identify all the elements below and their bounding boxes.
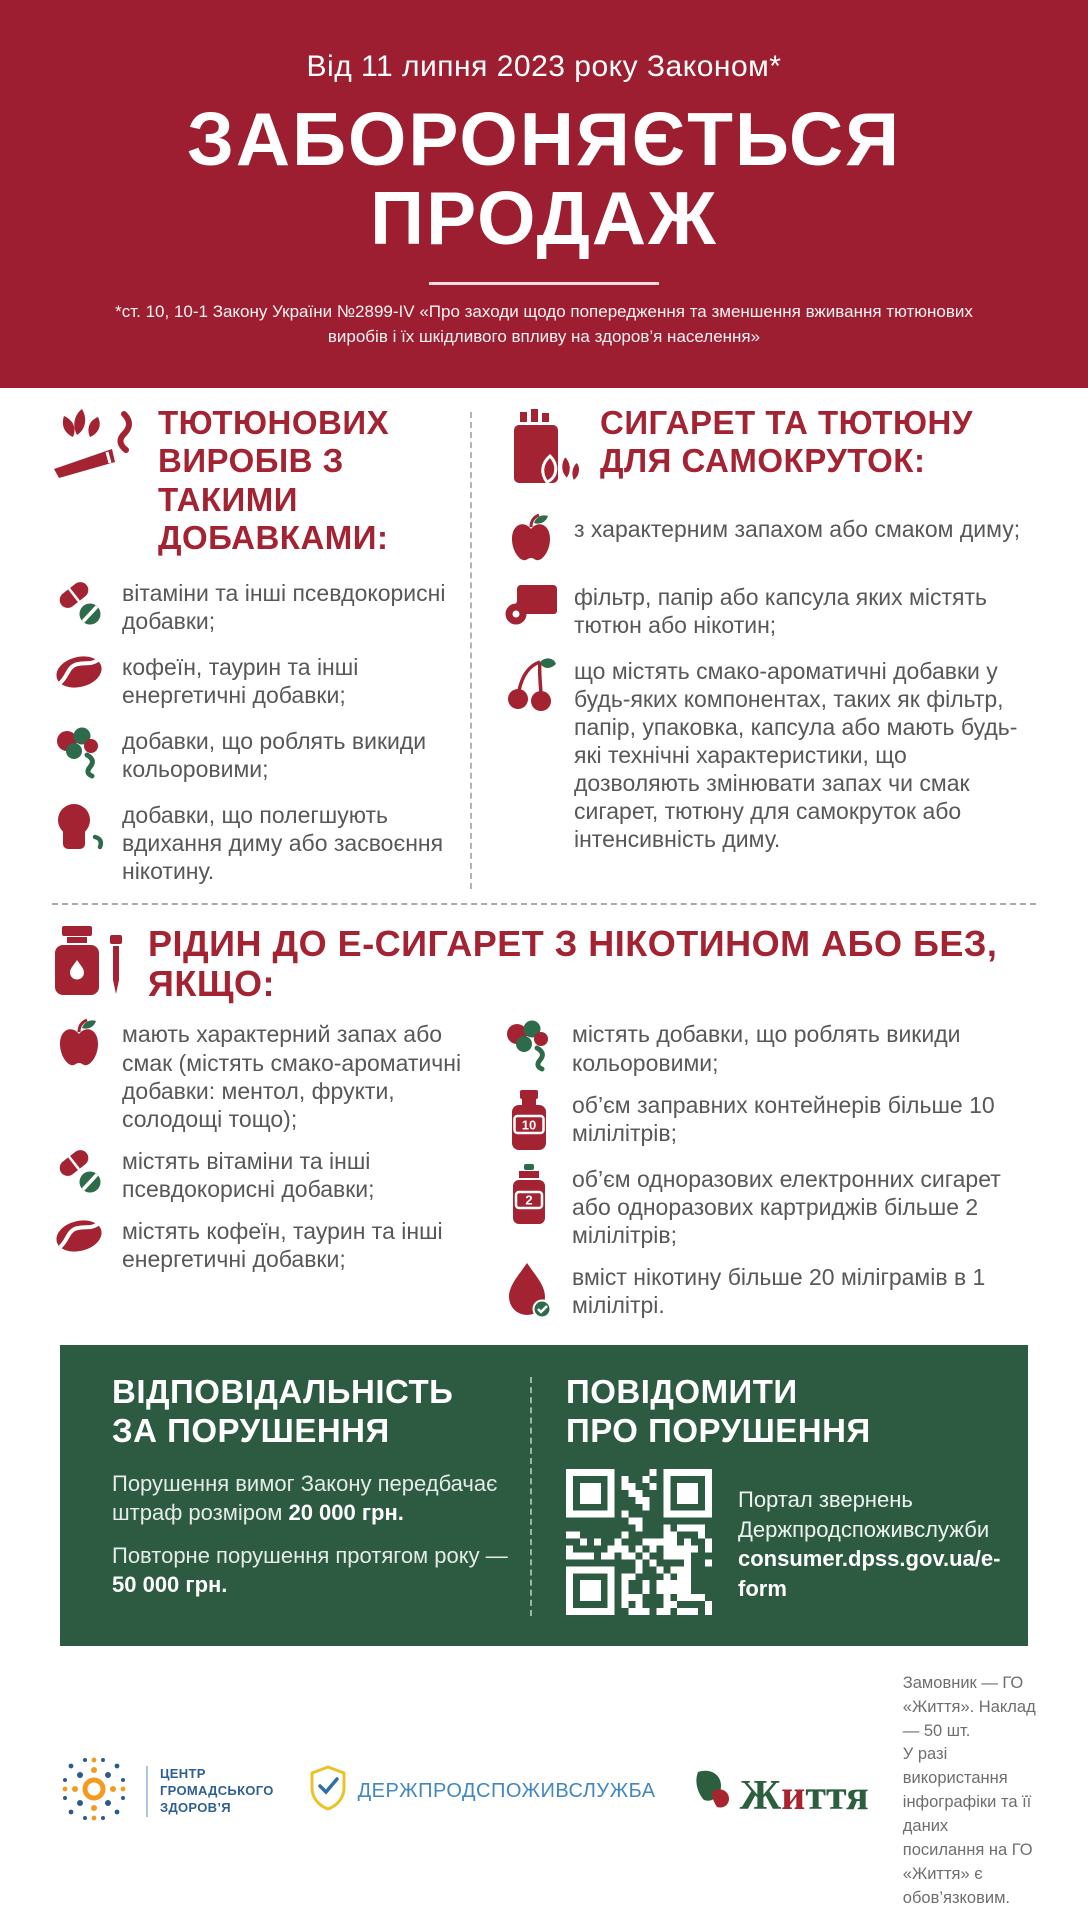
credit-line1: Замовник — ГО «Життя». Наклад — 50 шт. [902, 1673, 1036, 1740]
tobacco-column [52, 404, 460, 901]
list-item [52, 1215, 492, 1273]
credit-line2: У разі використання інфографіки та її даних [902, 1745, 1032, 1836]
item-text: добавки, що полегшують вдихання диму або засвоєння нікотину. [122, 802, 444, 885]
shield-check-icon [308, 1765, 348, 1817]
item-text: об’єм одноразових електронних сигарет або одноразових картриджів більше 2 мілілітрів; [572, 1165, 1001, 1248]
item-text: містять добавки, що роблять викиди кольоровими; [572, 1021, 961, 1076]
penalty-panel [112, 1373, 512, 1620]
eliquids-section [0, 923, 1088, 1330]
head-smoke-icon [52, 799, 106, 855]
cigarette-pack-icon [504, 406, 586, 493]
penalty-paragraph-2: Повторне порушення протягом року — 50 000 грн. [112, 1542, 508, 1597]
phc-sun-icon [52, 1747, 136, 1836]
hero-divider [429, 282, 659, 285]
phc-label: ЦЕНТР ГРОМАДСЬКОГО ЗДОРОВ’Я [146, 1766, 274, 1817]
portal-line1: Портал звернень [738, 1486, 913, 1512]
item-text: мають характерний запах або смак (містять смако-ароматичні добавки: ментол, фрукти, солодощі тощо); [122, 1021, 462, 1132]
item-text: об’єм заправних контейнерів більше 10 мілілітрів; [572, 1091, 995, 1146]
eliquid-bottle-icon [52, 923, 130, 1004]
credit-line3: посилання на ГО «Життя» є обов’язковим. [902, 1841, 1033, 1907]
nicotine-drop-icon [502, 1261, 556, 1319]
list-item [52, 651, 460, 709]
refill-bottle-icon [502, 1089, 556, 1151]
apple-icon [504, 513, 558, 565]
colored-smoke-icon [502, 1018, 556, 1070]
volume-badge: 2 [525, 1192, 533, 1208]
list-item [502, 1261, 1036, 1319]
list-item [52, 1145, 492, 1203]
zhyttia-logo [690, 1766, 869, 1817]
column-divider [470, 412, 472, 889]
law-footnote: *ст. 10, 10-1 Закону України №2899-IV «Про заходи щодо попередження та зменшення вживання тютюнових виробів і їх шкідливого впливу на здоров’я населення» [115, 301, 973, 346]
report-panel [566, 1373, 1000, 1620]
hero-subtitle: Від 11 липня 2023 року Законом* [306, 50, 782, 83]
list-item [504, 513, 1036, 565]
portal-line2: Держпродспоживслужби [738, 1516, 990, 1542]
colored-smoke-icon [52, 725, 106, 777]
portal-info [738, 1485, 1000, 1604]
item-text: вітаміни та інші псевдокорисні добавки; [122, 580, 446, 635]
coffee-bean-icon [52, 1215, 106, 1257]
pills-icon [52, 577, 106, 627]
dpss-label: ДЕРЖПРОДСПОЖИВСЛУЖБА [357, 1779, 656, 1802]
disposable-cartridge-icon [502, 1163, 556, 1225]
item-text: добавки, що роблять викиди кольоровими; [122, 728, 427, 783]
cigar-leaves-icon [52, 406, 144, 489]
cigarettes-column [488, 404, 1036, 901]
zhyttia-wordmark: Життя [739, 1772, 869, 1819]
apple-icon [52, 1018, 106, 1070]
hero-banner [0, 0, 1088, 388]
coffee-bean-icon [52, 651, 106, 693]
eliquids-section-title: РІДИН ДО Е-СИГАРЕТ З НІКОТИНОМ АБО БЕЗ, ЯКЩО: [148, 923, 998, 1004]
cherry-icon [504, 655, 558, 711]
leaves-icon [690, 1766, 736, 1817]
dpss-logo [308, 1765, 656, 1817]
item-text: що містять смако-ароматичні добавки у будь-яких компонентах, таких як фільтр, папір, упаковка, капсула або мають будь-які технічні характеристики, що дозволяють змінювати запах чи смак сигарет, тютюну для самокруток або інтенсивність диму. [574, 658, 1018, 853]
portal-url: consumer.dpss.gov.ua/e-form [738, 1546, 1001, 1601]
list-item [504, 581, 1036, 639]
penalty-amount-first: 20 000 грн. [288, 1499, 404, 1525]
list-item [504, 655, 1036, 853]
poster-title-line2: ПРОДАЖ [370, 175, 718, 260]
penalty-amount-repeat: 50 000 грн. [112, 1571, 228, 1597]
item-text: фільтр, папір або капсула яких містять тютюн або нікотин; [574, 584, 987, 639]
item-text: вміст нікотину більше 20 міліграмів в 1 мілілітрі. [572, 1263, 986, 1318]
poster-title-line1: ЗАБОРОНЯЄТЬСЯ [186, 97, 902, 181]
report-title: ПОВІДОМИТИ ПРО ПОРУШЕННЯ [566, 1372, 871, 1449]
list-item [52, 577, 460, 635]
section-divider [52, 903, 1036, 905]
list-item [52, 1018, 492, 1132]
item-text: містять вітаміни та інші псевдокорисні добавки; [122, 1147, 375, 1202]
item-text: кофеїн, таурин та інші енергетичні добавки; [122, 654, 359, 709]
list-item [52, 725, 460, 783]
credit-text [903, 1672, 1036, 1911]
footer [0, 1646, 1088, 1911]
cigarettes-section-title: СИГАРЕТ ТА ТЮТЮНУ ДЛЯ САМОКРУТОК: [600, 404, 973, 480]
list-item [502, 1089, 1036, 1151]
penalty-report-block [60, 1345, 1028, 1646]
volume-badge: 10 [521, 1117, 537, 1133]
item-text: з характерним запахом або смаком диму; [574, 516, 1021, 542]
penalty-paragraph-1: Порушення вимог Закону передбачає штраф розміром 20 000 грн. [112, 1470, 498, 1525]
qr-code [566, 1469, 712, 1620]
banned-products-section [0, 388, 1088, 901]
list-item [52, 799, 460, 885]
public-health-center-logo [52, 1747, 274, 1836]
pills-icon [52, 1145, 106, 1195]
penalty-title: ВІДПОВІДАЛЬНІСТЬ ЗА ПОРУШЕННЯ [112, 1372, 454, 1449]
item-text: містять кофеїн, таурин та інші енергетичні добавки; [122, 1217, 443, 1272]
list-item [502, 1018, 1036, 1076]
list-item [502, 1163, 1036, 1249]
tobacco-section-title: ТЮТЮНОВИХ ВИРОБІВ З ТАКИМИ ДОБАВКАМИ: [158, 404, 390, 556]
filter-roll-icon [504, 581, 558, 627]
poster-title [40, 97, 1048, 260]
green-divider [530, 1377, 532, 1616]
